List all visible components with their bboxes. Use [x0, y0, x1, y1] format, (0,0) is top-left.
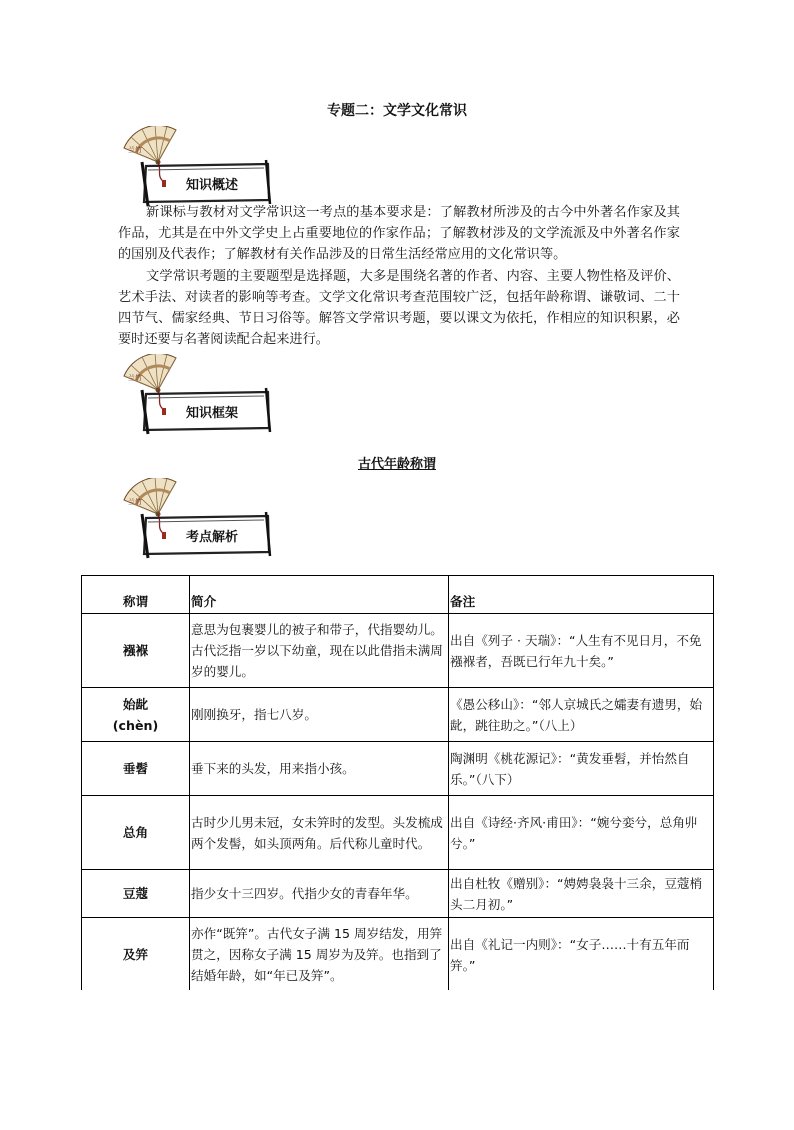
fan-icon — [118, 126, 276, 208]
page-title: 专题二：文学文化常识 — [327, 103, 467, 119]
term-pinyin: (chèn) — [112, 717, 159, 733]
brief-cell: 古时少儿男未冠，女未笄时的发型。头发梳成两个发髻，如头顶两角。后代称儿童时代。 — [190, 796, 449, 870]
table-row — [82, 688, 714, 742]
section-banner-framework — [118, 354, 276, 436]
term-cell — [82, 796, 190, 870]
term-name: 襁褓 — [122, 643, 149, 658]
brief-cell: 意思为包裹婴儿的被子和带子，代指婴幼儿。古代泛指一岁以下幼童，现在以此借指未满周岁的婴儿。 — [190, 614, 449, 688]
note-cell: 陶渊明《桃花源记》：“黄发垂髫，并怡然自乐。”（八下） — [449, 742, 714, 796]
section-banner-overview — [118, 126, 276, 208]
brief-cell: 指少女十三四岁。代指少女的青春年华。 — [190, 870, 449, 918]
note-cell: 出自《礼记一内则》：“女子……十有五年而笄。” — [449, 918, 714, 992]
table-row — [82, 614, 714, 688]
fan-icon — [118, 354, 276, 436]
table-row — [82, 870, 714, 918]
brief-cell: 亦作“既笄”。古代女子满 15 周岁结发，用笄贯之，因称女子满 15 周岁为及笄。也指到了结婚年龄，如“年已及笄”。 — [190, 918, 449, 992]
svg-text:兰竹: 兰竹 — [128, 146, 142, 154]
term-name: 总角 — [122, 825, 149, 840]
age-terms-table — [81, 575, 714, 992]
term-cell — [82, 918, 190, 992]
table-row — [82, 742, 714, 796]
section-label: 知识框架 — [186, 406, 239, 421]
term-cell — [82, 688, 190, 742]
page-bottom-margin — [78, 990, 718, 1130]
note-cell: 出自杜牧《赠别》：“娉娉袅袅十三余，豆蔻梢头二月初。” — [449, 870, 714, 918]
column-header-note: 备注 — [449, 576, 714, 614]
svg-text:兰竹: 兰竹 — [128, 498, 142, 506]
svg-text:兰竹: 兰竹 — [128, 374, 142, 382]
column-header-term: 称谓 — [82, 576, 190, 614]
framework-subtitle: 古代年龄称谓 — [357, 457, 436, 472]
table-header-row — [82, 576, 714, 614]
table-row — [82, 796, 714, 870]
term-name: 豆蔻 — [122, 886, 149, 901]
term-cell — [82, 742, 190, 796]
brief-cell: 刚刚换牙，指七八岁。 — [190, 688, 449, 742]
column-header-brief: 简介 — [190, 576, 449, 614]
term-cell — [82, 614, 190, 688]
term-name: 始龀 — [122, 696, 149, 712]
table-row — [82, 918, 714, 992]
term-cell — [82, 870, 190, 918]
overview-paragraph-1: 新课标与教材对文学常识这一考点的基本要求是：了解教材所涉及的古今中外著名作家及其作品，尤其是在中外文学史上占重要地位的作家作品；了解教材涉及的文学流派及中外著名作家的国别及代表作；了解教材有关作品涉及的日常生活经常应用的文化常识等。 — [118, 205, 680, 262]
term-name: 及笄 — [122, 947, 149, 962]
brief-cell: 垂下来的头发，用来指小孩。 — [190, 742, 449, 796]
note-cell: 《愚公移山》：“邻人京城氏之孀妻有遗男，始龀，跳往助之。”（八上） — [449, 688, 714, 742]
section-banner-analysis — [118, 478, 276, 560]
section-label: 考点解析 — [186, 530, 239, 545]
section-label: 知识概述 — [186, 178, 239, 193]
term-name: 垂髫 — [122, 761, 149, 776]
fan-icon — [118, 478, 276, 560]
note-cell: 出自《诗经·齐风·甫田》：“婉兮娈兮，总角丱兮。” — [449, 796, 714, 870]
note-cell: 出自《列子 · 天瑞》：“人生有不见日月，不免襁褓者，吾既已行年九十矣。” — [449, 614, 714, 688]
overview-paragraph-2: 文学常识考题的主要题型是选择题，大多是围绕名著的作者、内容、主要人物性格及评价、艺术手法、对读者的影响等考查。文学文化常识考查范围较广泛，包括年龄称谓、谦敬词、二十四节气、儒家经典、节日习俗等。解答文学常识考题，要以课文为依托，作相应的知识积累，必要时还要与名著阅读配合起来进行。 — [118, 269, 680, 347]
